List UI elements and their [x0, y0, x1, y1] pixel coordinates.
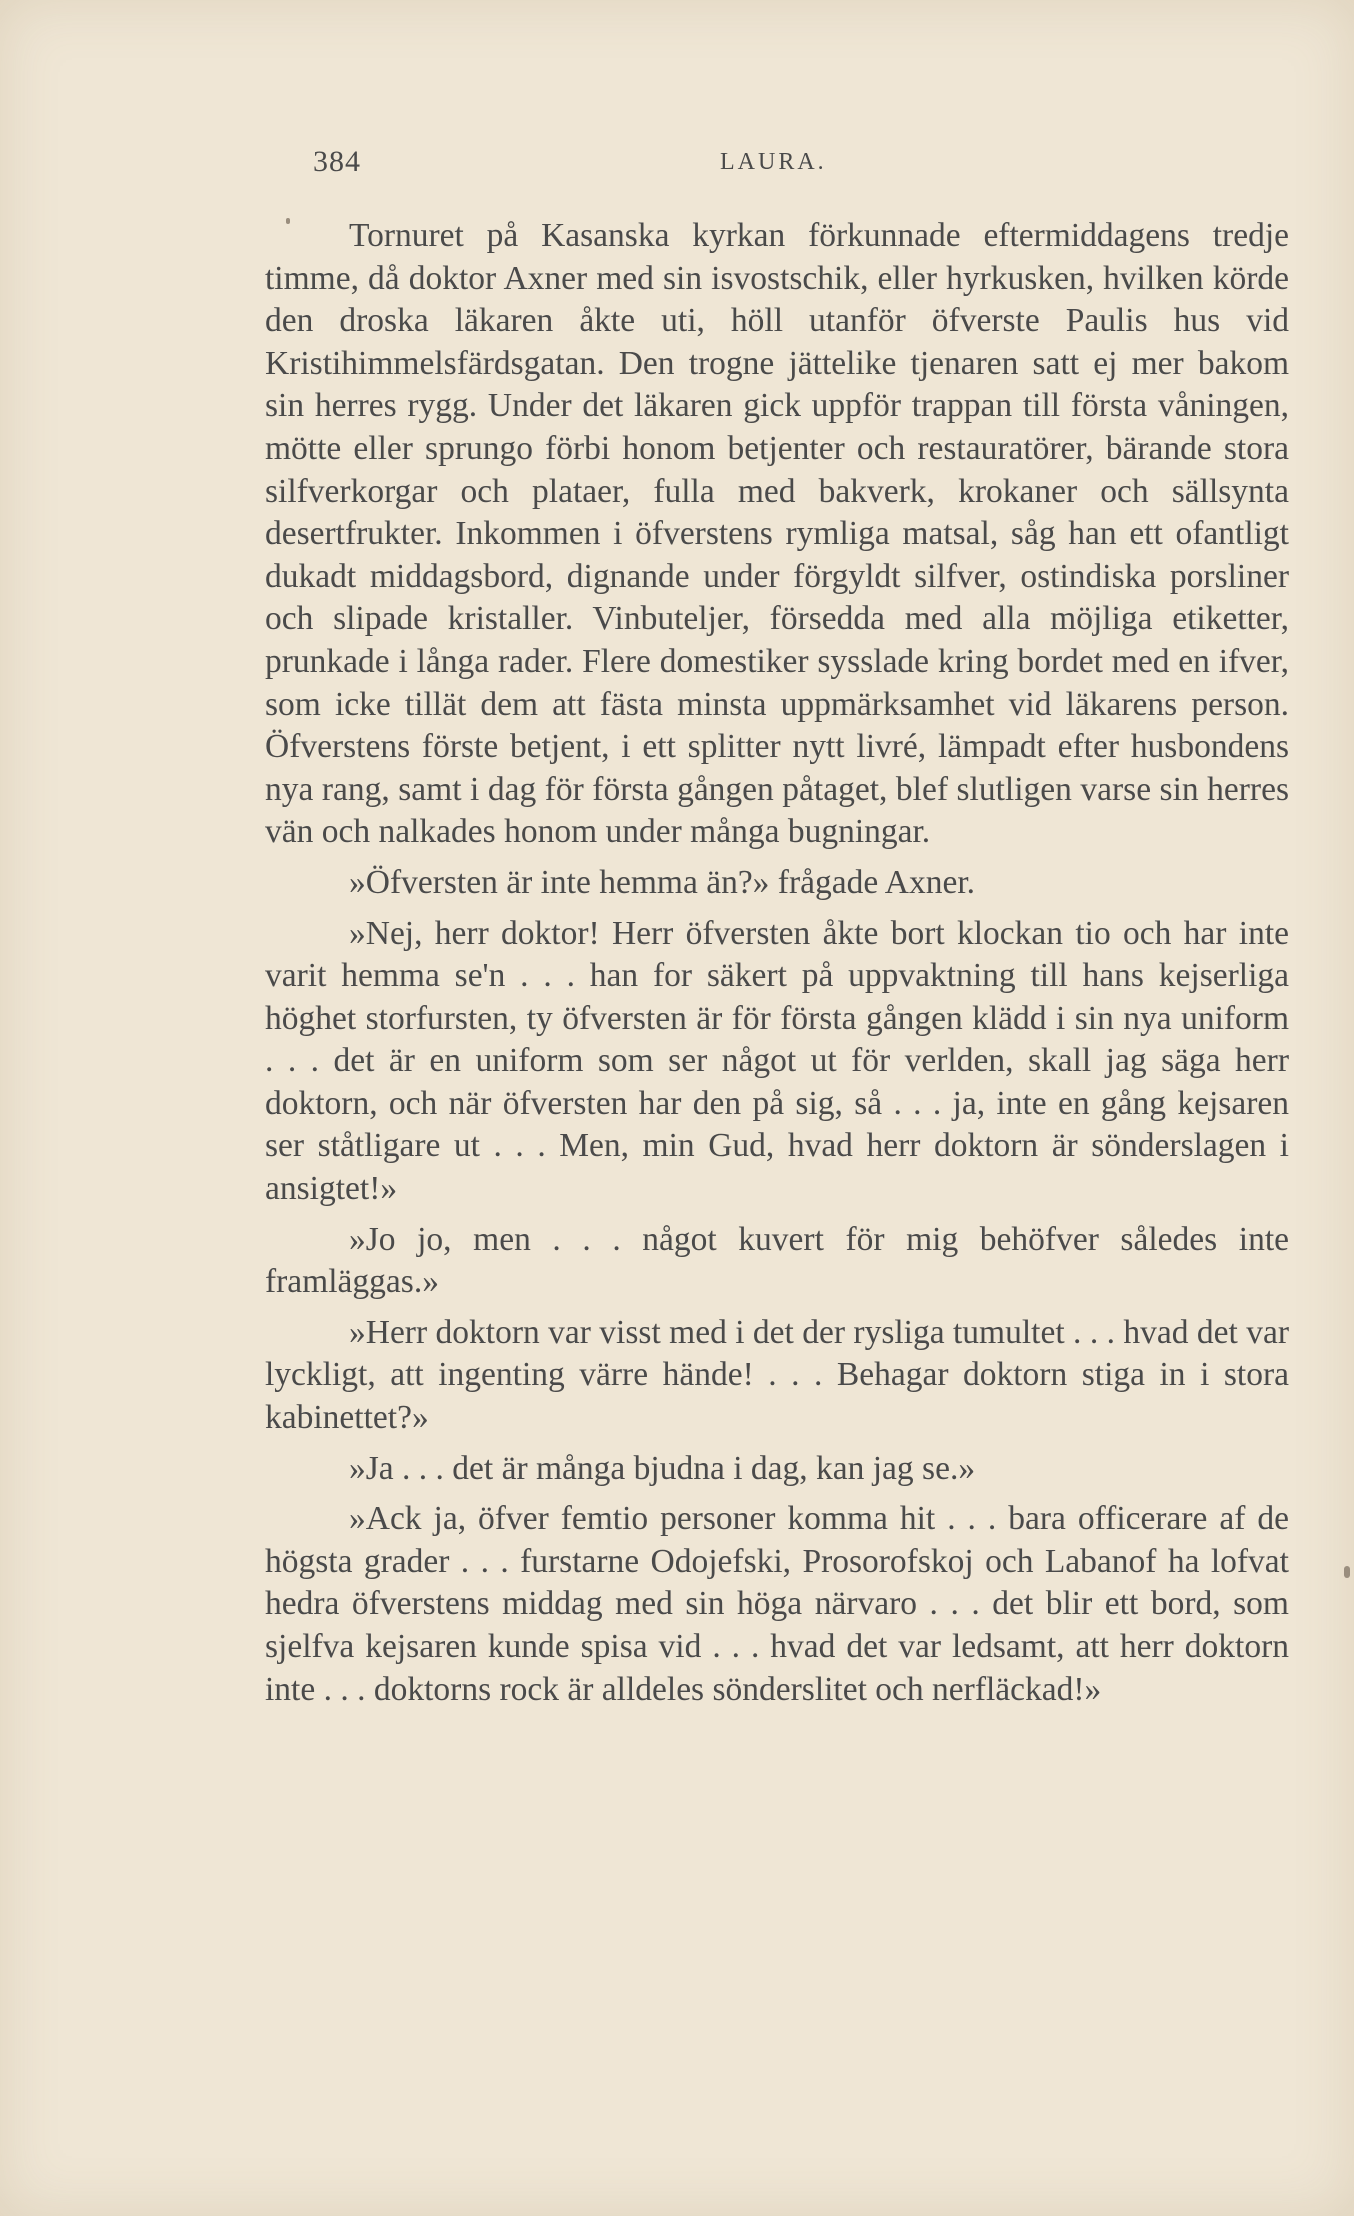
running-head — [0, 145, 1354, 185]
dialogue-paragraph: »Jo jo, men . . . något kuvert för mig behöfver således inte framläggas.» — [265, 1220, 1289, 1301]
narrative-paragraph: Tornuret på Kasanska kyrkan förkunnade eftermiddagens tredje timme, då doktor Axner med sin isvostschik, eller hyrkusken, hvilken körde den droska läkaren åkte uti, höll utanför öfverste Paulis hus vid Kristihimmelsfärdsgatan. Den trogne jättelike tjenaren satt ej mer bakom sin herres rygg. Under det läkaren gick uppför trappan till första våningen, mötte eller sprungo förbi honom betjenter och restauratörer, bärande stora silfverkorgar och plataer, fulla med bakverk, krokaner och sällsynta desertfrukter. Inkommen i öfverstens rymliga matsal, såg han ett ofantligt dukadt middagsbord, dignande under förgyldt silfver, ostindiska porsliner och slipade kristaller. Vinbuteljer, försedda med alla möjliga etiketter, prunkade i långa rader. Flere domestiker sysslade kring bordet med en ifver, som icke tillät dem att fästa minsta uppmärksamhet vid läkarens person. Öfverstens förste betjent, i ett splitter nytt livré, lämpadt efter husbondens nya rang, samt i dag för första gången påtaget, blef slutligen varse sin herres vän och nalkades honom under många bugningar. — [265, 217, 1289, 851]
body-text — [265, 215, 1289, 1719]
dialogue-paragraph: »Ja . . . det är många bjudna i dag, kan jag se.» — [349, 1449, 976, 1487]
page-number: 384 — [313, 145, 361, 178]
running-title: LAURA. — [720, 149, 827, 175]
print-blemish — [286, 218, 290, 224]
dialogue-paragraph: »Ack ja, öfver femtio personer komma hit . . . bara officerare af de högsta grader . . . furstarne Odojefski, Prosorofskoj och Labanof ha lofvat hedra öfverstens middag med sin höga närvaro . . . det blir ett bord, som sjelfva kejsaren kunde spisa vid . . . hvad det var ledsamt, att herr doktorn inte . . . doktorns rock är alldeles sönderslitet och nerfläckad!» — [265, 1500, 1289, 1708]
dialogue-paragraph: »Nej, herr doktor! Herr öfversten åkte bort klockan tio och har inte varit hemma se'n . . . han for säkert på uppvaktning till hans kejserliga höghet storfursten, ty öfversten är för första gången klädd i sin nya uniform . . . det är en uniform som ser något ut för verlden, skall jag säga herr doktorn, och när öfversten har den på sig, så . . . ja, inte en gång kejsaren ser ståtligare ut . . . Men, min Gud, hvad herr doktorn är sönderslagen i ansigtet!» — [265, 914, 1289, 1208]
dialogue-paragraph: »Öfversten är inte hemma än?» frågade Axner. — [349, 863, 975, 901]
dialogue-paragraph: »Herr doktorn var visst med i det der rysliga tumultet . . . hvad det var lyckligt, att ingenting värre hände! . . . Behagar doktorn stiga in i stora kabinettet?» — [265, 1313, 1289, 1437]
print-blemish — [1344, 1566, 1350, 1578]
